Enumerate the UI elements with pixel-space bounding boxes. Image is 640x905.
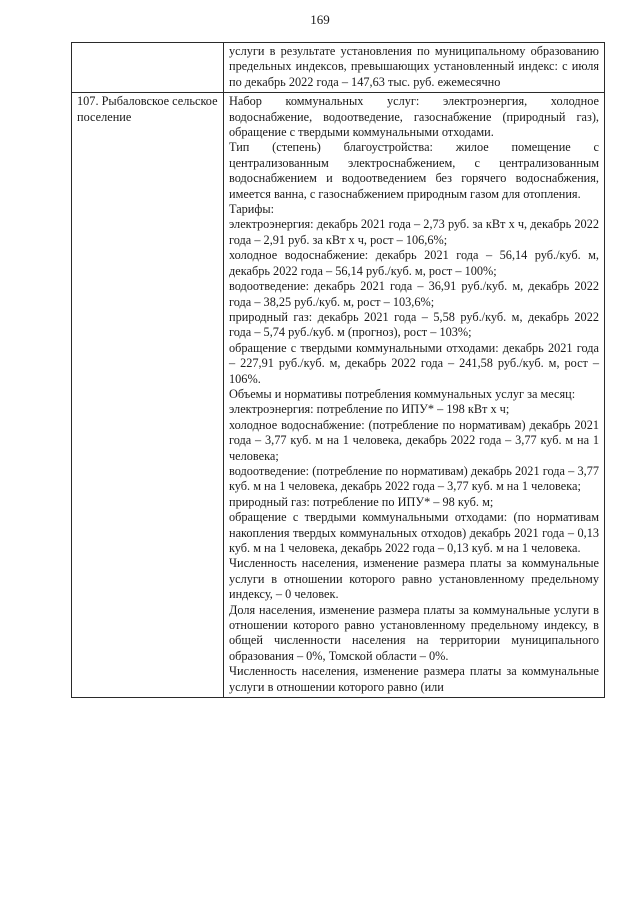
municipality-cell [72,93,224,698]
tariff-table [71,42,605,698]
paragraph-population-share: Доля населения, изменение размера платы за коммунальные услуги в отношении которого равно установленному предельному индексу, в общей численности населения на территории муниципального образования – 0%, Томской области – 0%. [229,602,599,663]
table-row-municipality-107 [72,93,605,698]
municipality-cell [72,43,224,93]
paragraph-tariff-cold-water: холодное водоснабжение: декабрь 2021 года – 56,14 руб./куб. м, декабрь 2022 года – 56,14 руб./куб. м, рост – 100%; [229,248,599,278]
paragraph: услуги в результате установления по муниципальному образованию предельных индексов, превышающих установленный индекс: с июля по декабрь 2022 года – 147,63 тыс. руб. ежемесячно [229,44,599,89]
paragraph-volumes-heading: Объемы и нормативы потребления коммунальных услуг за месяц: [229,386,576,401]
paragraph-tariff-gas: природный газ: декабрь 2021 года – 5,58 руб./куб. м, декабрь 2022 года – 5,74 руб./куб. м (прогноз), рост – 103%; [229,309,599,340]
paragraph-tariff-electricity: электроэнергия: декабрь 2021 года – 2,73 руб. за кВт х ч, декабрь 2022 года – 2,91 руб. за кВт х ч, рост – 106,6%; [229,217,599,247]
paragraph-amenities: Тип (степень) благоустройства: жилое помещение с централизованным электроснабжением, с централизованным водоснабжением и водоотведением без горячего водоснабжения, имеется ванна, с газоснабжением природным газом для отопления. [229,140,599,201]
paragraph-tariff-sewerage: водоотведение: декабрь 2021 года – 36,91 руб./куб. м, декабрь 2022 года – 38,25 руб./куб. м, рост – 103,6%; [229,279,599,309]
paragraph-volume-waste: обращение с твердыми коммунальными отходами: (по нормативам накопления твердых коммунальных отходов) декабрь 2021 года – 0,13 куб. м на 1 человека, декабрь 2022 года – 0,13 куб. м на 1 человека. [229,510,599,555]
paragraph-population-count: Численность населения, изменение размера платы за коммунальные услуги в отношении которого равно установленному предельному индексу, – 0 человек. [229,556,599,602]
table-row-continuation [72,43,605,93]
paragraph-tariff-waste: обращение с твердыми коммунальными отходами: декабрь 2021 года – 227,91 руб./куб. м, декабрь 2022 года – 241,58 руб./куб. м, рост – 106%. [229,340,599,386]
municipality-name: 107. Рыбаловское сельское поселение [77,94,218,124]
paragraph-volume-electricity: электроэнергия: потребление по ИПУ* – 198 кВт х ч; [229,402,510,417]
page-number: 169 [310,12,330,27]
paragraph-services: Набор коммунальных услуг: электроэнергия, холодное водоснабжение, водоотведение, газоснабжение (природный газ), обращение с твердыми коммунальными отходами. [229,94,599,140]
paragraph-volume-cold-water: холодное водоснабжение: (потребление по нормативам) декабрь 2021 года – 3,77 куб. м на 1 человека, декабрь 2022 года – 3,77 куб. м на 1 человека; [229,417,599,463]
paragraph-volume-sewerage: водоотведение: (потребление по нормативам) декабрь 2021 года – 3,77 куб. м на 1 человека, декабрь 2022 года – 3,77 куб. м на 1 человека; [229,463,599,494]
paragraph-population-count-continued: Численность населения, изменение размера платы за коммунальные услуги в отношении которого равно (или [229,664,599,694]
paragraph-volume-gas: природный газ: потребление по ИПУ* – 98 куб. м; [229,494,494,509]
description-cell [224,43,605,93]
paragraph-tariffs-heading: Тарифы: [229,202,275,217]
description-cell [224,93,605,698]
